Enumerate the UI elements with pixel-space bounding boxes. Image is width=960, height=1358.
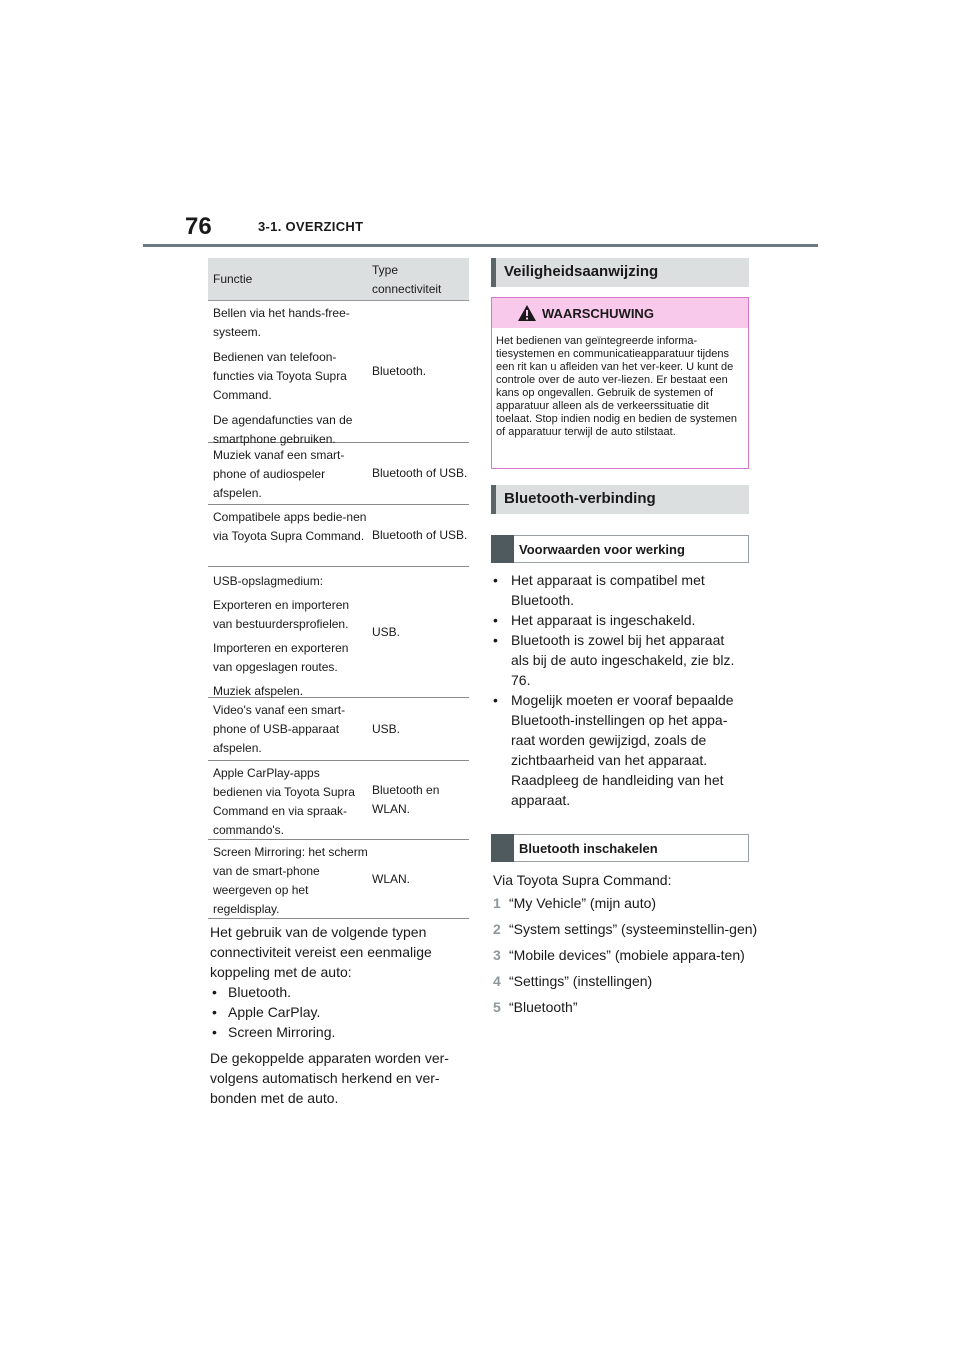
pairing-intro: Het gebruik van de volgende typen connectiviteit vereist een eenmalige koppeling met de auto:	[210, 924, 432, 980]
warning-text: Het bedienen van geïntegreerde informa-tiesystemen en communicatieapparatuur tijdens een rit kan u afleiden van het ver-keer. U kunt de controle over de auto ver-liezen. Er bestaat een kans op ongevallen. Gebruik de systemen of apparatuur alleen als de verkeerssituatie dit toelaat. Stop indien nodig en bedien de systemen of apparatuur terwijl de auto stilstaat.	[496, 335, 737, 438]
table-row	[208, 567, 469, 698]
row-function: Bedienen van telefoon-functies via Toyota Supra Command.	[213, 350, 347, 402]
header-rule	[143, 244, 818, 247]
conditions-list	[491, 570, 761, 810]
list-item: • Mogelijk moeten er vooraf bepaalde Bluetooth-instellingen op het appa-raat worden gewijzigd, zoals de zichtbaarheid van het apparaat. Raadpleeg de handleiding van het apparaat.	[493, 692, 734, 808]
heading-marker	[491, 834, 514, 862]
row-function: Importeren en exporteren van opgeslagen routes.	[213, 641, 349, 674]
conditions-heading: Voorwaarden voor werking	[491, 535, 749, 563]
connectivity-table	[208, 258, 469, 919]
list-item: 2 “System settings” (systeeminstellin-gen)	[493, 921, 758, 937]
row-function: Muziek vanaf een smart-phone of audiospeler afspelen.	[213, 448, 345, 500]
heading-marker	[491, 535, 514, 563]
row-connectivity: Bluetooth of USB.	[372, 466, 468, 480]
pairing-text	[210, 922, 472, 1108]
steps-list	[491, 893, 761, 1023]
enable-heading: Bluetooth inschakelen	[491, 834, 749, 862]
safety-heading: Veiligheidsaanwijzing	[491, 258, 749, 287]
table-row	[208, 443, 469, 505]
warning-box	[491, 297, 749, 469]
row-connectivity: USB.	[372, 721, 401, 736]
list-item: 3 “Mobile devices” (mobiele appara-ten)	[493, 947, 745, 963]
row-function: Compatibele apps bedie-nen via Toyota Supra Command.	[213, 510, 367, 543]
table-row	[208, 505, 469, 567]
row-connectivity: Bluetooth of USB.	[372, 528, 468, 542]
table-row	[208, 698, 469, 761]
row-connectivity: Bluetooth en WLAN.	[372, 783, 440, 816]
list-item: • Het apparaat is compatibel met Bluetooth.	[493, 572, 705, 608]
list-item: • Screen Mirroring.	[212, 1024, 336, 1040]
page-number: 76	[185, 213, 212, 240]
row-function: Apple CarPlay-apps bedienen via Toyota Supra Command en via spraak-commando's.	[213, 766, 355, 837]
warning-header	[492, 298, 748, 328]
row-function: Muziek afspelen.	[213, 684, 304, 698]
list-item: 4 “Settings” (instellingen)	[493, 973, 653, 989]
header-connectivity: Type connectiviteit	[372, 263, 442, 296]
table-row	[208, 761, 469, 840]
list-item: • Bluetooth is zowel bij het apparaat als bij de auto ingeschakeld, zie blz. 76.	[493, 632, 735, 688]
row-function: De agendafuncties van de smartphone gebruiken.	[213, 413, 353, 446]
row-connectivity: USB.	[372, 624, 401, 639]
bluetooth-heading: Bluetooth-verbinding	[491, 485, 749, 514]
list-item: • Het apparaat is ingeschakeld.	[493, 612, 696, 628]
row-function: Video's vanaf een smart-phone of USB-apparaat afspelen.	[213, 703, 346, 755]
row-function: Exporteren en importeren van bestuurdersprofielen.	[213, 598, 350, 631]
row-function: Bellen via het hands-free-systeem.	[213, 306, 350, 339]
row-connectivity: Bluetooth.	[372, 364, 427, 378]
warning-label: WAARSCHUWING	[542, 306, 654, 321]
list-item: • Bluetooth.	[212, 984, 292, 1000]
section-title: 3-1. OVERZICHT	[258, 219, 364, 234]
table-header	[208, 258, 469, 301]
table-row	[208, 840, 469, 919]
row-function: Screen Mirroring: het scherm van de smart-phone weergeven op het regeldisplay.	[213, 845, 368, 916]
header-function: Functie	[213, 272, 253, 286]
list-item: 5 “Bluetooth”	[493, 999, 578, 1015]
table-row	[208, 301, 469, 446]
warning-icon	[517, 304, 537, 322]
row-function: USB-opslagmedium:	[213, 574, 324, 588]
list-item: • Apple CarPlay.	[212, 1004, 321, 1020]
pairing-outro: De gekoppelde apparaten worden ver-volgens automatisch herkend en ver-bonden met de auto.	[210, 1050, 449, 1106]
list-item: 1 “My Vehicle” (mijn auto)	[493, 895, 657, 911]
row-connectivity: WLAN.	[372, 871, 411, 886]
via-text: Via Toyota Supra Command:	[493, 872, 672, 888]
